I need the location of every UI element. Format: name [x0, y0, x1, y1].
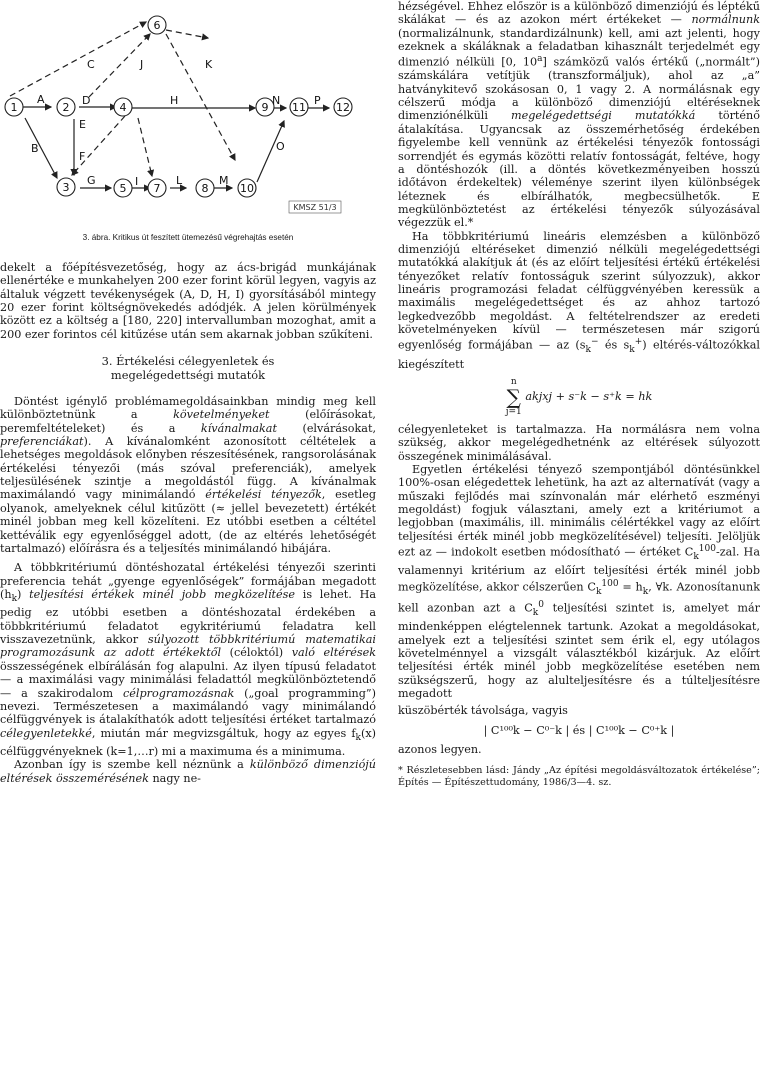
activity-K: K — [205, 58, 213, 71]
activity-F: F — [79, 150, 86, 163]
right-paragraph-6: azonos legyen. — [398, 743, 482, 757]
node-10: 10 — [240, 182, 254, 195]
right-paragraph-1: hézségével. Ehhez először is a különböző dimenziójú és léptékű skálákat — és az azokon mért értékeket — normálnunk (normalizálnunk, standardizálnunk) kell, ami azt jelenti, hogy ezeknek a skáláknak a feladatban kihasznált terjedelmét egy dimenzió nélküli [0, 10$^a$] számközű valós értékű („normált”) számskálára vetítjük (transzformáljuk), ahol az „a” hatványkitevő szokásosan 0, 1 vagy 2. A normálásnak egy célszerű módja a különböző dimenziójú eltéréseknek dimenziónélküli megelégedettségi mutatókká történő átalakítása. Ugyancsak az összemérhetőség érdekében figyelembe kell vennünk az értékelési tényezők fontossági sorrendjét és egymás közötti relatív fontosságát, feltéve, hogy a döntéshozók (ill. a döntés következményeiben hosszú időtávon érdekeltek) véleménye szerint ilyen különbségek léteznek és elbírálhatók, megbecsülhetők. E megkülönböztetést az értékelési tényezők súlyozásával végezzük el.* — [398, 0, 760, 230]
activity-B: B — [31, 142, 39, 155]
activity-N: N — [272, 94, 281, 107]
activity-M: M — [219, 174, 229, 187]
activity-P: P — [314, 94, 321, 107]
activity-I: I — [135, 175, 139, 188]
equation-2: | C¹⁰⁰k − C⁰⁻k | és | C¹⁰⁰k − C⁰⁺k | — [483, 723, 675, 737]
node-2: 2 — [62, 101, 70, 114]
right-paragraph-5: küszöbérték távolsága, vagyis — [398, 704, 568, 718]
activity-E: E — [79, 118, 86, 131]
node-6: 6 — [153, 19, 161, 32]
activity-G: G — [87, 174, 96, 187]
footnote: * Részletesebben lásd: Jándy „Az építési megoldásváltozatok értékelése”; Építés — Építészettudomány, 1986/3—4. sz. — [398, 765, 760, 788]
node-11: 11 — [292, 101, 306, 114]
node-3: 3 — [62, 181, 70, 194]
activity-D: D — [82, 94, 91, 107]
node-1: 1 — [10, 101, 18, 114]
network-figure — [0, 0, 376, 245]
right-column — [398, 0, 760, 1091]
node-4: 4 — [119, 101, 127, 114]
critical-path-diagram — [0, 0, 376, 245]
node-9: 9 — [261, 101, 269, 114]
figure-stamp: KMSZ 51/3 — [293, 203, 337, 212]
section-title-line-2: megelégedettségi mutatók — [110, 367, 266, 382]
equation-1: n ∑ j=1 akjxj + s⁻k − s⁺k = hk — [505, 376, 653, 417]
activity-O: O — [276, 140, 285, 153]
activity-L: L — [176, 174, 183, 187]
figure-caption: 3. ábra. Kritikus út feszített ütemezésű végrehajtás esetén — [82, 233, 294, 242]
node-5: 5 — [119, 182, 127, 195]
right-paragraph-3: célegyenleteket is tartalmazza. Ha normálásra nem volna szükség, akkor megelégedhetnénk az eltérések súlyozott összegének minimálásával. — [398, 422, 760, 463]
node-7: 7 — [153, 182, 161, 195]
left-paragraph-4: Azonban így is szembe kell néznünk a különböző dimenziójú eltérések összemérésének nagy ne- — [0, 758, 376, 785]
left-paragraph-2: Döntést igénylő problémamegoldásainkban mindig meg kell különböztetnünk a követelményeket (előírásokat, peremfeltételeket) és a kívánalmakat (elvárásokat, preferenciákat). A kívánalomként azonosított céltételek a lehetséges megoldások előnyben részesítésének, rangsorolásának értékelési tényezői (más szóval preferenciák), amelyek teljesülésének szintje a megoldástól függ. A kívánalmak maximálandó vagy minimálandó értékelési tényezők, esetleg olyanok, amelyeknek célul kitűzött (≈ jellel bevezetett) értékét minél jobban meg kell közelíteni. Ez utóbbi esetben a céltétel kettéválik egy egyenlőséggel adott, (de az eltérés lehetőségét tartalmazó) előírásra és a teljesítés minimálandó hibájára. — [0, 395, 376, 555]
activity-H: H — [170, 94, 179, 107]
node-12: 12 — [336, 101, 350, 114]
left-paragraph-1: dekelt a főépítésvezetőség, hogy az ács-brigád munkájának ellenértéke e munkahelyen 200 ezer forint körül legyen, vagyis az általuk végzett tevékenységek (A, D, H, I) gyorsításából mintegy 20 ezer forint költségnövekedés adódjék. A jelen körülmények között ez a költség a [180, 220] intervallumban mozoghat, amit a 200 ezer forintos cél kitűzése után sem akarnak jobban szűkíteni. — [0, 261, 376, 341]
left-column — [0, 0, 376, 1091]
activity-A: A — [37, 93, 45, 106]
activity-C: C — [87, 58, 95, 71]
section-title-line-1: 3. Értékelési célegyenletek és — [101, 354, 275, 369]
activity-J: J — [140, 58, 144, 71]
right-paragraph-4: Egyetlen értékelési tényező szempontjából döntésünkkel 100%-osan elégedettek lehetünk, ha azt az alternatívát (vagy a műszaki fejlődés mai színvonalán már elérhető eszményi megoldást) fogjuk választani, amely ezt a kritériumot a legjobban (maximális, ill. minimális célértékkel vagy az előírt teljesítési érték minél jobb megközelítésével) teljesíti. Jelöljük ezt az — indokolt esetben módosítható — értéket $C_k^{100}$-zal. Ha valamennyi kritérium az előírt teljesítési érték minél jobb megközelítése, akkor célszerűen $C_k^{100} = h_k$, ∀k. Azonosítanunk kell azonban azt a $C_k^0$ teljesítési szintet is, amelyet már mindenképpen elégtelennek tartunk. Azokat a megoldásokat, amelyek ezt a teljesítési szintet sem érik el, egy utólagos követelménnyel a vizsgált választékból kizárjuk. Az előírt teljesítési érték minél jobb megközelítése esetében nem szükségszerű, hogy az alulteljesítésre és a túlteljesítésre megadott — [398, 463, 760, 701]
section-title — [0, 355, 376, 382]
left-paragraph-3: A többkritériumú döntéshozatal értékelési tényezői szerinti preferencia tehát „gyenge egyenlőségek” formájában megadott $(h_k)$ teljesítési értékek minél jobb megközelítése is lehet. Ha pedig ez utóbbi esetben a döntéshozatal érdekében a többkritériumú feladatot egykritériumú feladatra kell visszavezetnünk, akkor súlyozott többkritériumú matematikai programozásunk az adott értékektől (céloktól) való eltérések összességének elbírálásán fog alapulni. Az ilyen típusú feladatot — a maximálási vagy minimálási feladattól megkülönböztetendő — a szakirodalom célprogramozásnak („goal programming”) nevezi. Természetesen a maximálandó vagy minimálandó célfüggvények is átalakíthatók adott teljesítési értéket tartalmazó célegyenletekké, miután már megvizsgáltuk, hogy az egyes $f_k(x)$ célfüggvényeknek (k=1,…r) mi a maximuma és a minimuma. — [0, 561, 377, 759]
right-paragraph-2: Ha többkritériumú lineáris elemzésben a különböző dimenziójú eltéréseket dimenzió nélküli megelégedettségi mutatókká alakítjuk át (és az előírt teljesítési értékű értékelési tényezőket relatív fontosságuk szerint súlyozzuk), akkor lineáris programozási feladat célfüggvényében keressük a maximális megelégedettséget és az ahhoz tartozó legkedvezőbb megoldást. A feltételrendszer az eredeti követelményeken kívül — természetesen már szigorú egyenlőség formájában — az ($s_k^-$ és $s_k^+$) eltérés-változókkal kiegészített — [398, 229, 760, 371]
node-8: 8 — [201, 182, 209, 195]
